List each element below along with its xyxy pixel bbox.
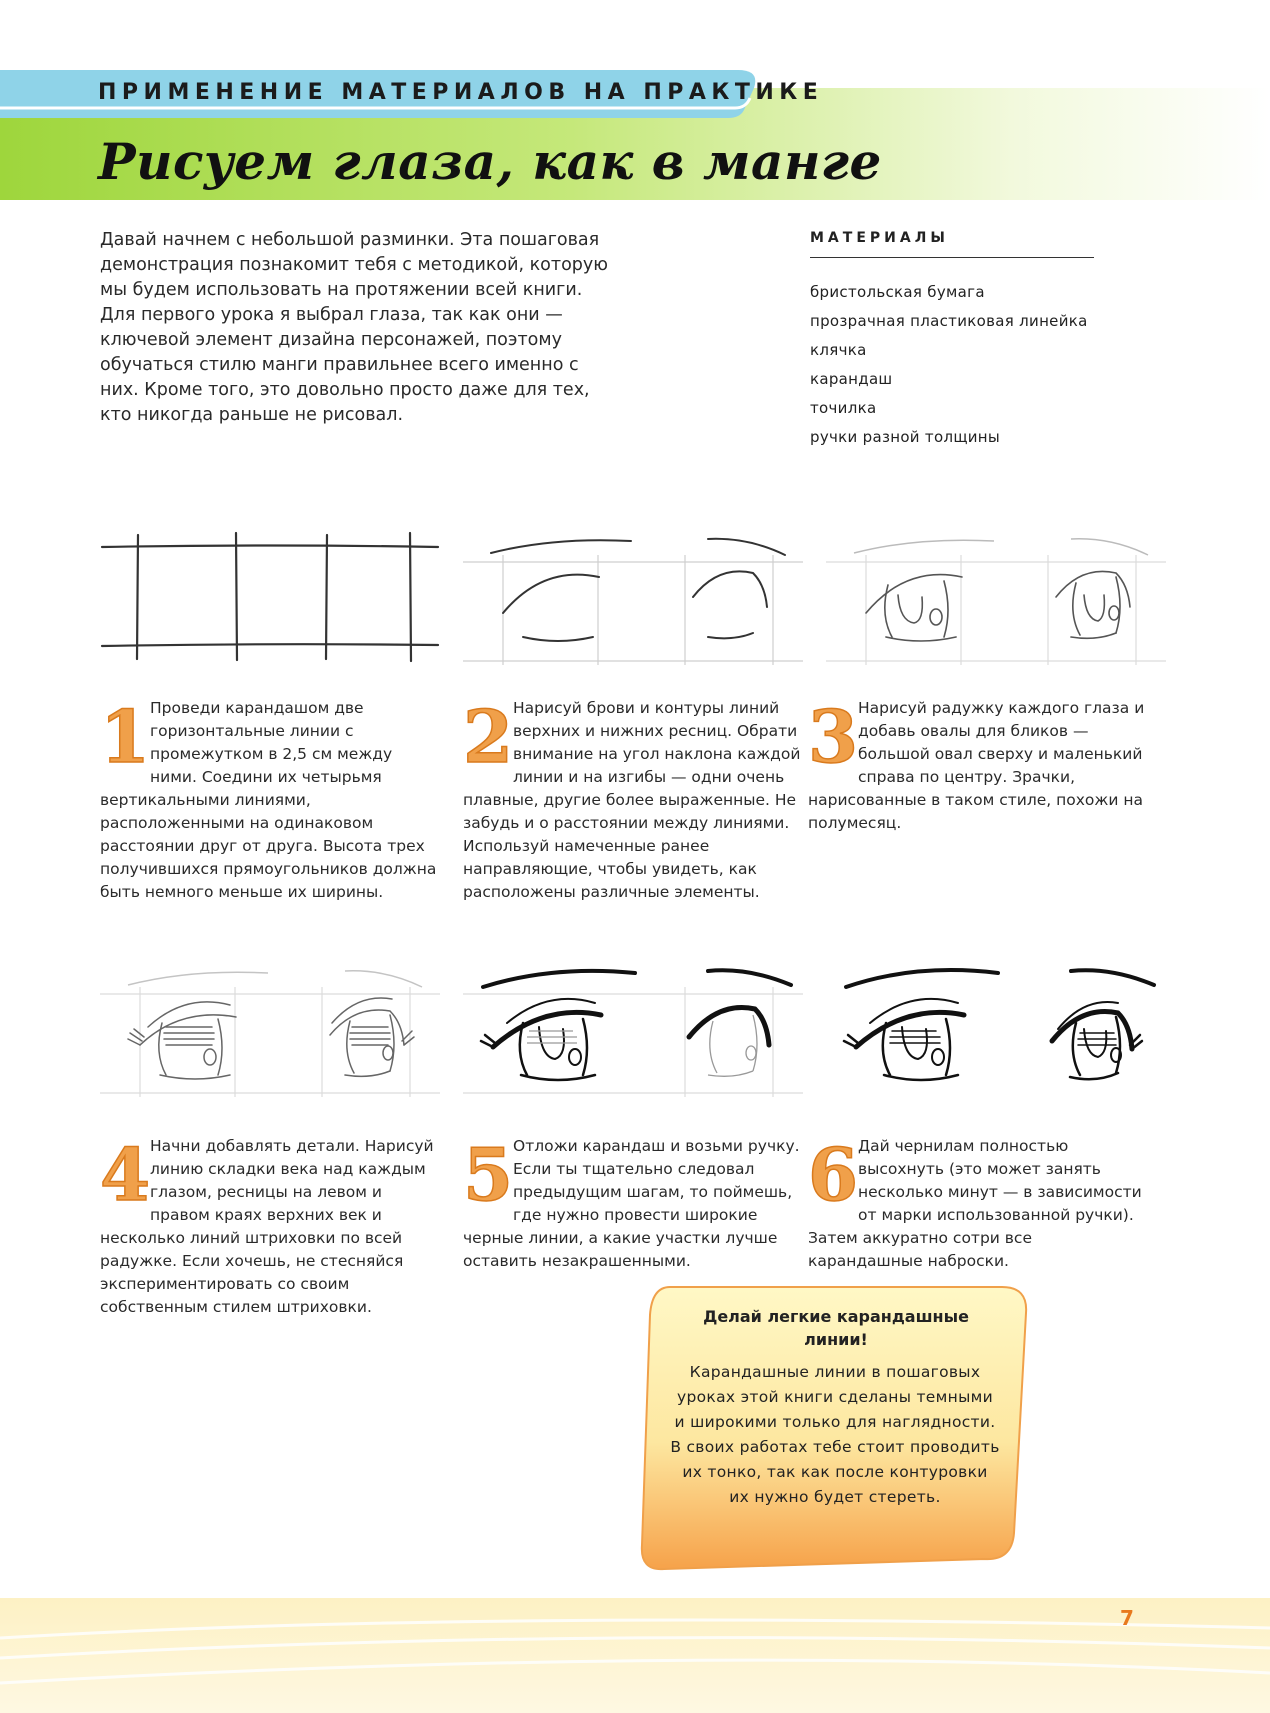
footer-band: [0, 1598, 1270, 1713]
material-item: точилка: [810, 399, 877, 417]
tip-title: Делай легкие карандашные линии!: [703, 1307, 969, 1349]
step-text: Нарисуй радужку каждого глаза и добавь овалы для бликов — большой овал сверху и маленький справа по центру. Зрачки, нарисованные в таком стиле, похожи на полумесяц.: [808, 699, 1145, 832]
step-number: 6: [808, 1132, 859, 1217]
step-text: Начни добавлять детали. Нарисуй линию складки века над каждым глазом, ресницы на левом и правом краях верхних век и несколько линий штриховки по всей радужке. Если хочешь, не стесняйся экспериментировать со своим собственным стилем штриховки.: [100, 1137, 434, 1316]
step-number: 1: [100, 694, 151, 779]
material-item: прозрачная пластиковая линейка: [810, 312, 1088, 330]
step-4: [100, 1132, 440, 1319]
step-6: [808, 1132, 1148, 1273]
step-5-drawing: [463, 957, 803, 1097]
step-1-drawing: [100, 525, 440, 665]
tip-box: [636, 1283, 1036, 1573]
page-title: Рисуем глаза, как в манге: [98, 132, 882, 191]
step-6-drawing: [826, 957, 1166, 1097]
section-label: ПРИМЕНЕНИЕ МАТЕРИАЛОВ НА ПРАКТИКЕ: [98, 80, 824, 105]
materials-heading: МАТЕРИАЛЫ: [810, 230, 949, 246]
step-text: Отложи карандаш и возьми ручку. Если ты тщательно следовал предыдущим шагам, то поймешь, где нужно провести широкие черные линии, а какие участки лучше оставить незакрашенными.: [463, 1137, 800, 1270]
step-number: 5: [463, 1132, 514, 1217]
material-item: карандаш: [810, 370, 893, 388]
step-2-drawing: [463, 525, 803, 665]
materials-list: [810, 278, 1088, 452]
step-number: 3: [808, 694, 859, 779]
step-number: 4: [100, 1132, 151, 1217]
step-2: [463, 694, 803, 904]
step-3: [808, 694, 1148, 835]
step-number: 2: [463, 694, 514, 779]
step-text: Дай чернилам полностью высохнуть (это может занять несколько минут — в зависимости от марки использованной ручки). Затем аккуратно сотри все карандашные наброски.: [808, 1137, 1142, 1270]
step-4-drawing: [100, 957, 440, 1097]
step-1: [100, 694, 440, 904]
page-number: 7: [1120, 1606, 1134, 1630]
material-item: клячка: [810, 341, 867, 359]
material-item: ручки разной толщины: [810, 428, 1001, 446]
intro-paragraph: Давай начнем с небольшой разминки. Эта пошаговая демонстрация познакомит тебя с методикой, которую мы будем использовать на протяжении всей книги. Для первого урока я выбрал глаза, так как они — ключевой элемент дизайна персонажей, поэтому обучаться стилю манги правильнее всего именно с них. Кроме того, это довольно просто даже для тех, кто никогда раньше не рисовал.: [100, 230, 608, 425]
step-3-drawing: [826, 525, 1166, 665]
step-text: Нарисуй брови и контуры линий верхних и нижних ресниц. Обрати внимание на угол наклона каждой линии и на изгибы — одни очень плавные, другие более выраженные. Не забудь и о расстоянии между линиями. Используй намеченные ранее направляющие, чтобы увидеть, как расположены различные элементы.: [463, 699, 801, 901]
material-item: бристольская бумага: [810, 283, 985, 301]
step-5: [463, 1132, 803, 1273]
tip-text: Карандашные линии в пошаговых уроках этой книги сделаны темными и широкими только для наглядности. В своих работах тебе стоит проводить их тонко, так как после контуровки их нужно будет стереть.: [670, 1363, 1000, 1506]
step-text: Проведи карандашом две горизонтальные линии с промежутком в 2,5 см между ними. Соедини их четырьмя вертикальными линиями, расположенными на одинаковом расстоянии друг от друга. Высота трех получившихся прямоугольников должна быть немного меньше их ширины.: [100, 699, 437, 901]
materials-divider: [810, 257, 1094, 258]
